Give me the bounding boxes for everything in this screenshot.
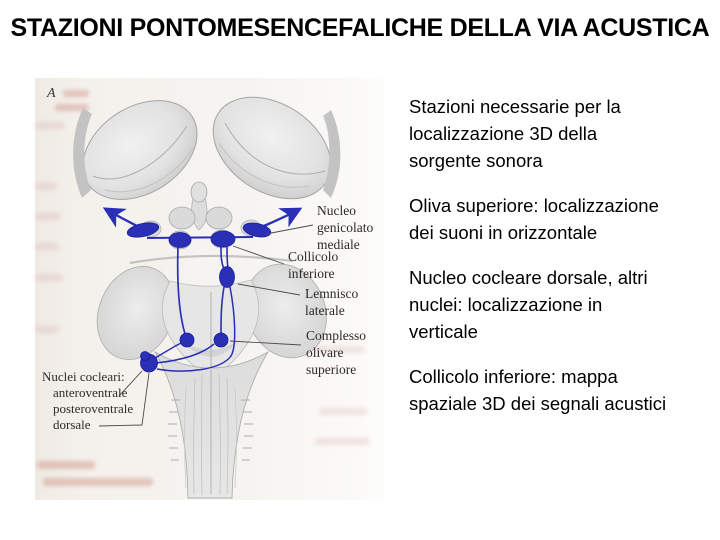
note-paragraph-collicolo-inferiore: Collicolo inferiore: mappa spaziale 3D dei segnali acustici — [409, 366, 667, 414]
pathway-lateral-lemniscus-line2 — [227, 247, 228, 268]
thalamus-right-lobe — [194, 78, 349, 220]
label-nuclei-cocleari: Nuclei cocleari: anteroventrale posteroventrale dorsale — [42, 369, 134, 432]
inferior-colliculus-right — [211, 231, 235, 247]
label-complesso-olivare-superiore: Complesso olivare superiore — [306, 328, 367, 377]
figure-panel-letter: A — [47, 86, 56, 101]
pathway-lateral-lemniscus-line — [221, 247, 224, 269]
superior-olive-left — [180, 333, 194, 347]
inferior-colliculus-left — [169, 233, 191, 248]
label-nucleo-genicolato-mediale: Nucleo genicolato mediale — [317, 203, 374, 252]
brainstem-figure-panel — [35, 78, 385, 500]
pathway-commissure-line — [147, 237, 253, 238]
superior-olive-right — [214, 333, 228, 347]
note-paragraph-localization: Stazioni necessarie per la localizzazione 3D della sorgente sonora — [409, 96, 621, 171]
cochlear-nuclei-blob2 — [141, 352, 150, 361]
label-collicolo-inferiore: Collicolo inferiore — [288, 249, 339, 281]
note-paragraph-nucleo-cocleare: Nucleo cocleare dorsale, altri nuclei: localizzazione in verticale — [409, 267, 648, 342]
superior-medullary-velum — [130, 256, 293, 263]
notes-block — [409, 93, 714, 435]
slide-title: STAZIONI PONTOMESENCEFALICHE DELLA VIA ACUSTICA — [10, 14, 710, 42]
medulla — [155, 352, 268, 498]
note-paragraph-oliva-superiore: Oliva superiore: localizzazione dei suoni in orizzontale — [409, 195, 659, 243]
lateral-lemniscus-nucleus — [220, 267, 235, 288]
label-lemnisco-laterale: Lemnisco laterale — [305, 286, 359, 318]
